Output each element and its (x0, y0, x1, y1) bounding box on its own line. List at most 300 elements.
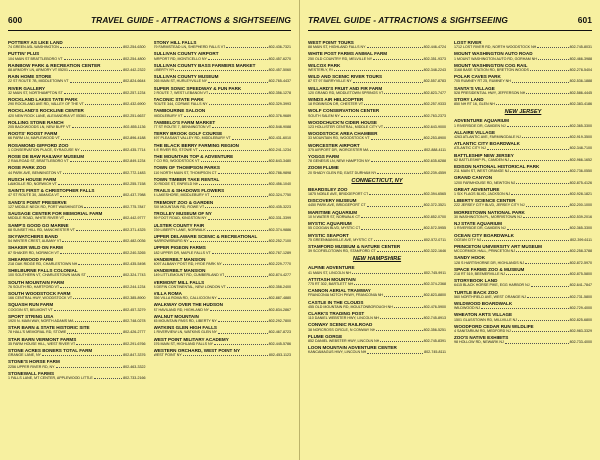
listing-detail (8, 114, 146, 118)
listing-detail (454, 306, 592, 310)
listing-column (308, 40, 446, 454)
listing-entry (454, 97, 592, 106)
listing-name: MYSTIC AQUARIUM (308, 221, 352, 227)
listing-address: 375 AIRPORT DR, WORCESTER MA (308, 147, 369, 152)
listing-phone: 802-254-6300 (123, 45, 146, 50)
listing-phone: 802-356-1278 (268, 90, 291, 95)
dot-leader (384, 125, 423, 128)
listing-name: WILDWOOD BOARDWALK (454, 300, 513, 306)
listing-name: STONEWALL FARMS (8, 370, 55, 376)
listing-phone: 802-765-4437 (268, 79, 291, 84)
listing-name: STORY LAND (454, 97, 484, 103)
listing-detail (8, 342, 146, 346)
dot-leader (371, 159, 423, 162)
listing-detail (454, 215, 592, 219)
listing-phone: 802-278-5404 (569, 68, 592, 73)
listing-phone: 802-823-7477 (423, 90, 446, 95)
listing-phone: 802-331-3399 (268, 216, 291, 221)
listing-entry (8, 211, 146, 220)
listing-detail (8, 330, 146, 334)
listing-phone: 802-466-3988 (569, 56, 592, 61)
listing-entry (8, 188, 146, 197)
listing-detail (154, 342, 292, 346)
listing-detail (154, 285, 292, 289)
listing-entry (454, 74, 592, 83)
listing-entry (154, 177, 292, 186)
dot-leader (218, 296, 268, 299)
listing-phone: 802-548-9088 (268, 125, 291, 130)
listing-detail (154, 262, 292, 266)
listing-name: TRAILS & SHADOWS FLOWERS (153, 188, 225, 194)
listing-address: 2 RAILROAD ST, BRATTLEBORO VT (8, 159, 69, 164)
listing-name: TROLLEY MUSEUM OF NY (153, 211, 212, 217)
dot-leader (218, 330, 268, 333)
listing-name: ROSE PARK ZOO (8, 165, 47, 171)
listing-detail (154, 319, 292, 323)
listing-detail (308, 79, 446, 83)
page-number: 601 (577, 15, 592, 25)
listing-name: MOUNT WASHINGTON AUTO ROAD (454, 51, 533, 57)
listing-phone: 802-855-1136 (123, 125, 146, 130)
dot-leader (208, 216, 268, 219)
dot-leader (380, 339, 422, 342)
listing-entry (8, 143, 146, 152)
listing-detail (454, 79, 592, 83)
listing-detail (154, 308, 292, 312)
listing-address: 850 NH RT 16, GLEN NH (454, 102, 495, 107)
dot-leader (72, 125, 123, 128)
listing-address: 78 HALL'S MEMORIAL RD, STOWE (8, 330, 67, 335)
listing-name: TERRY BROOK GOLF COURSE (153, 131, 223, 137)
listing-phone: 802-872-5970 (569, 260, 592, 265)
dot-leader (371, 136, 423, 139)
listing-address: 98 HOLLOW RD, NEWARK NJ (454, 340, 504, 345)
listing-entry (8, 51, 146, 60)
dot-leader (353, 79, 423, 82)
listing-address: 22 ST ROUTE 7B, MIDDLETOWN VT (8, 79, 69, 84)
listing-phone: 802-457-6270 (268, 56, 291, 61)
state-heading: NEW JERSEY (504, 109, 542, 116)
listing-name: ATTITASH MOUNTAIN (308, 276, 356, 282)
dot-leader (507, 226, 569, 229)
listing-phone: 802-426-2777 (123, 330, 146, 335)
listing-address: WESTERLY, RI (308, 68, 333, 73)
listing-phone: 802-983-3329 (569, 328, 592, 333)
dot-leader (374, 238, 423, 241)
listing-entry (154, 302, 292, 311)
listing-address: 149 LITTLEMOUNT RD, CUMBERLAND VT (153, 273, 225, 278)
dot-leader (505, 340, 569, 343)
listing-address: 1 MOUNT WASHINGTON AUTO RD, GORHAM NH (454, 56, 537, 61)
listing-address: 4 SANITARIUM RD, MEDFORD NJ (454, 328, 511, 333)
listing-address: 4450 PARK AVE, BRIDGEPORT CT (308, 203, 366, 208)
listing-address: 211 MAIN ST, WEST ORANGE NJ (454, 169, 510, 174)
listing-detail (8, 68, 146, 72)
listing-address: 89 FOOT ROAD, KINGSTON NY (153, 216, 207, 221)
listing-name: YOGGS FARM (308, 154, 340, 160)
listing-entry (8, 120, 146, 129)
listing-address: 54 WINTER CREST, ALBANY VT (8, 239, 62, 244)
listing-phone: 802-745-8391 (423, 338, 446, 343)
listing-phone: 802-324-7743 (123, 273, 146, 278)
dot-leader (367, 45, 423, 48)
listing-detail (308, 57, 446, 61)
listing-name: POTTERY AS LIKE LAND (8, 40, 63, 45)
listing-address: 75 GREENMANVILLE AVE, MYSTIC CT (308, 237, 373, 242)
listing-address: 76 SOUTH RD, HARTFORD VT (8, 284, 60, 289)
dot-leader (58, 182, 122, 185)
listing-address: 33 MOUNTAIN RD, WOODSTOCK VT (308, 136, 370, 141)
listing-entry (308, 74, 446, 83)
listing-entry (308, 131, 446, 140)
listing-entry (308, 154, 446, 163)
listing-detail (8, 79, 146, 83)
listing-detail (454, 238, 592, 242)
listing-address: 10 N WATER ST, NORWALK CT (308, 214, 361, 219)
listing-phone: 802-292-7800 (268, 318, 291, 323)
listing-name: SAUSAGE CENTER FOR MEMORIAL FARM (8, 211, 103, 217)
listing-phone: 802-435-7714 (123, 147, 146, 152)
listing-detail (8, 193, 146, 197)
listing-name: NJ STATE AQUARIUM (454, 221, 502, 227)
listing-detail (8, 159, 146, 163)
listing-detail (454, 192, 592, 196)
dot-leader (394, 305, 423, 308)
listing-detail (154, 205, 292, 209)
listing-address: 110 DANIEL WEBSTER HWY, LINCOLN NH (308, 316, 380, 321)
listing-entry (154, 131, 292, 140)
dot-leader (209, 91, 267, 94)
listing-name: ULSTER COUNTY FAIR (153, 222, 205, 228)
listing-address: 127 MIDDLE NECK RD, PORT WASHINGTON (8, 204, 84, 209)
dot-leader (334, 68, 423, 71)
listing-name: CLARK'S TRADING POST (308, 310, 365, 316)
dot-leader (81, 148, 122, 151)
listing-name: TACONIC STATE PARK (153, 97, 204, 103)
listing-name: GRAND CANYON (454, 175, 493, 181)
listing-phone: 802-257-1234 (123, 90, 146, 95)
listing-name: SULLIVAN COUNTY AIRPORT (153, 51, 219, 57)
listing-address: COGGIN ST, BELMONT VT (8, 307, 53, 312)
dot-leader (526, 203, 569, 206)
listing-entry (8, 280, 146, 289)
dot-leader (76, 228, 122, 231)
dot-leader (531, 283, 569, 286)
listing-entry (308, 288, 446, 297)
listing-detail (8, 319, 146, 323)
listing-address: 218 OAK RIDGE RD, CHARLESTOWN NH (8, 261, 78, 266)
listing-address: 77 ST ROUTE 7, BENNINGTON VT (153, 125, 212, 130)
listing-detail (154, 296, 292, 300)
listing-phone: 802-825-6800 (569, 317, 592, 322)
listing-phone: 802-348-2243 (423, 68, 446, 73)
listing-address: 18 ROBINSON DR, CHESTER VT (308, 102, 364, 107)
listing-entry (308, 244, 446, 253)
listing-name: SQUASH RUN FARM (8, 302, 54, 308)
listing-address: 38 NORCROSS CIRCLE, N CONWAY NH (308, 327, 376, 332)
listing-name: WHEATON ARTS VILLAGE (454, 312, 513, 318)
listing-address: 455 OLD MOUNTAIN RD, MOULTONBOROUGH NH (308, 304, 393, 309)
listing-name: VANDERBILT MANSION (153, 268, 206, 274)
listing-address: 218 RT 519, BEEMERVILLE NJ (454, 271, 505, 276)
listing-detail (308, 238, 446, 242)
listing-name: TURTLE BACK ZOO (454, 289, 498, 295)
listing-address: 1875 NOBLE AVE, BRIDGEPORT CT (308, 192, 369, 197)
listing-phone: 802-874-4277 (268, 273, 291, 278)
listing-phone: 802-745-8111 (424, 350, 446, 355)
listing-detail (8, 57, 146, 61)
listing-address: 35 FARM HOUSE HILL, WEST RIVER VT (8, 341, 76, 346)
listing-detail (454, 261, 592, 265)
listing-address: KANCAMAGUS HWY, LINCOLN NH (308, 350, 367, 355)
listing-name: SANDY HOOK (454, 255, 486, 261)
listing-phone: 802-372-3521 (423, 203, 446, 208)
listing-detail (308, 68, 446, 72)
listing-name: SPORT STRING USA (8, 313, 54, 319)
dot-leader (212, 125, 268, 128)
listing-phone: 802-745-8913 (423, 316, 446, 321)
listing-phone: 802-255-7158 (123, 182, 146, 187)
listing-address: WILDWOOD NJ (454, 306, 480, 311)
listing-phone: 802-536-1888 (569, 79, 592, 84)
listing-entry (308, 300, 446, 309)
listing-phone: 802-435-3223 (268, 204, 291, 209)
listing-entry (8, 337, 146, 346)
listing-entry (454, 164, 592, 173)
dot-leader (384, 293, 423, 296)
listing-detail (308, 328, 446, 332)
listing-address: 7 CO RD, WOODSTOCK VT (153, 159, 200, 164)
listing-entry (454, 233, 592, 242)
dot-leader (373, 57, 422, 60)
listing-entry (308, 221, 446, 230)
listing-address: 68 SUNSET HILL RD, MANCHESTER VT (8, 227, 75, 232)
listing-detail (154, 125, 292, 129)
listing-phone: 802-229-7770 (268, 261, 291, 266)
dot-leader (369, 192, 422, 195)
listing-entry (8, 245, 146, 254)
listing-entry (308, 165, 446, 174)
listing-entry (8, 314, 146, 323)
listing-name: STAR BARN VERMONT FARMS (8, 336, 77, 342)
dot-leader (537, 45, 568, 48)
listing-phone: 802-786-9898 (268, 170, 291, 175)
listing-phone: 802-432-6900 (123, 102, 146, 107)
listing-detail (454, 146, 592, 150)
listing-phone: 802-641-7847 (569, 283, 592, 288)
listing-entry (154, 211, 292, 220)
dot-leader (518, 318, 569, 321)
dot-leader (516, 249, 569, 252)
listing-entry (8, 86, 146, 95)
listing-detail (454, 169, 592, 173)
page-header (308, 14, 592, 26)
listing-entry (308, 345, 446, 354)
dot-leader (512, 329, 569, 332)
listing-detail (308, 136, 446, 140)
dot-leader (384, 91, 422, 94)
dot-leader (205, 205, 267, 208)
listing-name: SAND'S POINT PRESERVE (8, 199, 67, 205)
listing-detail (308, 159, 446, 163)
listing-entry (154, 314, 292, 323)
listing-detail (308, 350, 446, 354)
listing-phone: 802-586-4445 (569, 90, 592, 95)
listing-address: 4097 ALBANY POST RD, HYDE PARK NY (153, 261, 222, 266)
listing-name: TREMONT ZOO & GARDEN (153, 199, 214, 205)
listing-entry (8, 302, 146, 311)
listing-entry (454, 153, 592, 162)
listing-phone: 802-348-7100 (569, 146, 592, 151)
dot-leader (377, 171, 422, 174)
listing-phone: 802-823-8800 (423, 293, 446, 298)
listing-name: SAINTS FIRST & CHRISTOPHER FALLS (8, 188, 95, 194)
dot-leader (481, 306, 569, 309)
listing-name: TAMBOURINE SALOON (153, 108, 206, 114)
listing-entry (154, 245, 292, 254)
listing-address: 47 ST ROUTE 30, JAMAICA VT (8, 193, 60, 198)
listing-address: LIBERTY NY (153, 68, 175, 73)
dot-leader (516, 181, 568, 184)
dot-leader (218, 171, 268, 174)
listing-address: ATLANTIC CITY NJ (454, 146, 486, 151)
listing-entry (454, 63, 592, 72)
dot-leader (60, 45, 122, 48)
listing-name: LOON MOUNTAIN ADVENTURE CENTER (308, 345, 397, 351)
listing-phone: 802-852-0700 (423, 214, 446, 219)
listing-entry (308, 233, 446, 242)
dot-leader (496, 102, 569, 105)
listing-name: SPACE FARMS ZOO & MUSEUM (454, 266, 525, 272)
listing-name: ROCKLAND'S ROCKLINE CENTER (8, 108, 84, 114)
listing-address: 66 FARM LN, MAPLEWOOD VT (8, 136, 60, 141)
listing-entry (308, 334, 446, 343)
listing-name: THE MOUNTAIN TOP & ADVENTURE (153, 154, 234, 160)
listing-address: 30 WASHINGTON PL, MORRISTOWN NJ (454, 214, 522, 219)
dot-leader (507, 124, 569, 127)
dot-leader (60, 193, 122, 196)
listing-phone: 802-240-3265 (123, 250, 146, 255)
listing-detail (454, 45, 592, 49)
listing-name: PUTTIN' PLUS (8, 51, 40, 57)
listing-phone: 802-772-1483 (123, 170, 146, 175)
listing-phone: 802-351-9373 (423, 56, 446, 61)
listing-detail (308, 282, 446, 286)
listing-detail (154, 228, 292, 232)
listing-detail (154, 148, 292, 152)
listing-entry (154, 188, 292, 197)
listing-detail (454, 57, 592, 61)
listing-name: WATKINS GLEN HIGH FALLS (153, 325, 217, 331)
dot-leader (211, 193, 268, 196)
listing-address: SIX MOUNTAIN RD, ROWE VT (153, 204, 205, 209)
dot-leader (522, 135, 569, 138)
listing-address: NARROWSBURG NY (153, 239, 189, 244)
listing-detail (154, 79, 292, 83)
listing-entry (454, 118, 592, 127)
listing-phone: 802-733-2166 (123, 375, 146, 380)
listing-address: 1 SIX FLAGS BLVD, JACKSON NJ (454, 192, 511, 197)
dot-leader (361, 226, 422, 229)
listing-detail (154, 68, 292, 72)
listing-detail (8, 228, 146, 232)
listing-entry (154, 291, 292, 300)
listing-phone: 802-252-7100 (268, 239, 291, 244)
listing-phone: 802-467-8723 (268, 330, 291, 335)
listing-address: 182 UPPER DR, MAPLE FALLS VT (153, 250, 211, 255)
listing-phone: 802-291-6766 (123, 341, 146, 346)
listing-detail (308, 45, 446, 49)
listing-phone: 802-431-6010 (268, 136, 291, 141)
listing-name: UPPER DELAWARE SCENIC & RECREATIONAL (153, 233, 258, 239)
listing-address: 1 FALLS LANE, MT CENTER, APPLEWOOD LITTLE (8, 375, 93, 380)
listing-address: 3168 BASE STATION RD, BRETTON WOODS (454, 68, 529, 73)
listing-detail (154, 45, 292, 49)
listing-phone: 802-476-5900 (423, 304, 446, 309)
dot-leader (506, 272, 569, 275)
state-heading: CONNECTICUT, NY (351, 177, 403, 184)
listing-entry (8, 40, 146, 49)
dot-leader (218, 319, 268, 322)
listing-name: WILD AND SCENIC RIVER TOURS (308, 74, 383, 80)
listing-detail (154, 251, 292, 255)
dot-leader (225, 273, 267, 276)
listing-name: ALPINE ADVENTURE (308, 265, 355, 271)
dot-leader (527, 295, 569, 298)
dot-leader (199, 148, 268, 151)
listing-detail (308, 148, 446, 152)
listing-entry (154, 120, 292, 129)
dot-leader (60, 285, 122, 288)
listing-detail (454, 181, 592, 185)
listing-phone: 802-442-9777 (123, 216, 146, 221)
listing-name: SAMP'S GOOD GO MARINE (8, 222, 69, 228)
dot-leader (214, 342, 268, 345)
dot-leader (361, 215, 422, 218)
listing-address: 775 RT 302, BARTLETT NH (308, 281, 354, 286)
listing-detail (8, 125, 146, 129)
dot-leader (212, 251, 268, 254)
dot-leader (54, 308, 122, 311)
listing-entry (308, 143, 446, 152)
dot-leader (525, 261, 569, 264)
listing-entry (308, 198, 446, 207)
listing-detail (8, 273, 146, 277)
listing-entry (454, 86, 592, 95)
listing-detail (308, 192, 446, 196)
listing-detail (8, 102, 146, 106)
listing-address: 110 NORTH MAIN ST, THOMPSON CT (153, 170, 217, 175)
listing-phone: 802-437-7988 (123, 193, 146, 198)
listing-detail (308, 271, 446, 275)
listing-phone: 802-356-5251 (423, 327, 446, 332)
listing-address: MCCORMICK HALL, PRINCETON NJ (454, 249, 516, 254)
listing-phone: 802-928-1821 (569, 192, 592, 197)
listing-entry (8, 63, 146, 72)
listing-name: LIBERTY SCIENCE CENTER (454, 198, 516, 204)
listing-address: 100 SOUTHERN VT, CHARLESTOWN MAIN ST (8, 273, 86, 278)
listing-entry (454, 130, 592, 139)
listing-address: 250 OLD COUNTRY RD, MELVILLE NY (308, 56, 373, 61)
listing-name: ROOTS' ROOST FARM (8, 131, 58, 137)
listing-name: PRINCETON UNIVERSITY ART MUSEUM (454, 243, 542, 249)
listing-name: RAIN HOME STORE (8, 74, 52, 80)
dot-leader (207, 228, 268, 231)
listing-entry (8, 200, 146, 209)
listing-name: RAINBOW PARK & RECREATION CENTER (8, 62, 101, 68)
dot-leader (511, 192, 569, 195)
listing-name: WEST POINT TOURS (308, 40, 354, 45)
